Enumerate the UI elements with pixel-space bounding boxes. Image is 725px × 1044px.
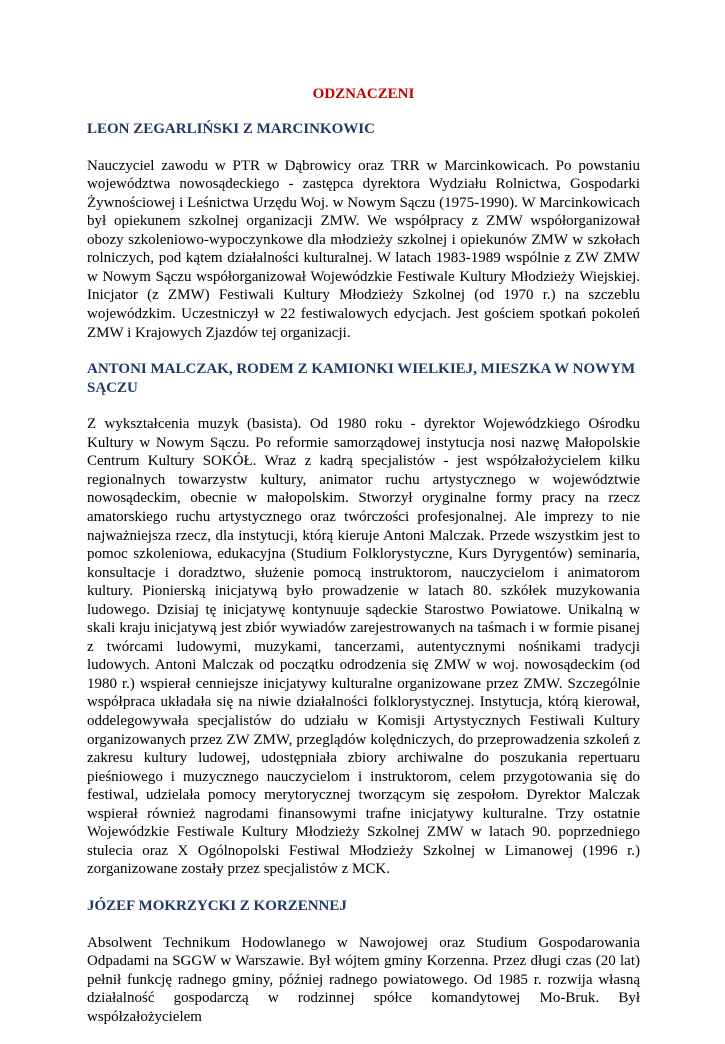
- person-section-zegarlinski: [87, 120, 640, 342]
- person-section-malczak: [87, 360, 640, 879]
- person-section-mokrzycki: [87, 897, 640, 1026]
- person-heading: JÓZEF MOKRZYCKI Z KORZENNEJ: [87, 897, 347, 914]
- person-bio: Z wykształcenia muzyk (basista). Od 1980 roku - dyrektor Wojewódzkiego Ośrodku Kultury w Nowym Sączu. Po reformie samorządowej instytucja nosi nazwę Małopolskie Centrum Kultury SOKÓŁ. Wraz z kadrą specjalistów - jest współzałożycielem kilku regionalnych towarzystw kultury, animator ruchu artystycznego w województwie nowosądeckim, obecnie w małopolskim. Stworzył oryginalne formy pracy na rzecz amatorskiego ruchu artystycznego oraz twórczości profesjonalnej. Ale imprezy to nie najważniejsza rzecz, dla instytucji, którą kieruje Antoni Malczak. Przede wszystkim jest to pomoc szkoleniowa, edukacyjna (Studium Folklorystyczne, Kurs Dyrygentów) seminaria, konsultacje i doradztwo, służenie pomocą instruktorom, nauczycielom i animatorom kultury. Pionierską inicjatywą było prowadzenie w latach 80. szkółek muzykowania ludowego. Dzisiaj tę inicjatywę kontynuuje sądeckie Starostwo Powiatowe. Unikalną w skali kraju inicjatywą jest zbiór wywiadów zarejestrowanych na taśmach i w formie pisanej z twórcami ludowymi, muzykami, tancerzami, autentycznymi nośnikami tradycji ludowych. Antoni Malczak od początku odrodzenia się ZMW w woj. nowosądeckim (od 1980 r.) wspierał cenniejsze inicjatywy kulturalne organizowane przez ZMW. Szczególnie współpraca układała się na niwie działalności folklorystycznej. Instytucja, którą kierował, oddelegowywała specjalistów do udziału w Komisji Artystycznych Festiwali Kultury organizowanych przez ZW ZMW, przeglądów kolędniczych, do przeprowadzenia szkoleń z zakresu kultury ludowej, udostępniała zbiory archiwalne do poszukania repertuaru pieśniowego i muzycznego nauczycielom i instruktorom, celem przygotowania się do festiwal, udzielała pomocy merytorycznej tworzącym się zespołom. Dyrektor Malczak wspierał również nagrodami finansowymi trafne inicjatywy kulturalne. Trzy ostatnie Wojewódzkie Festiwale Kultury Młodzieży Szkolnej ZMW w latach 90. poprzedniego stulecia oraz X Ogólnopolski Festiwal Młodzieży Szkolnej w Limanowej (1996 r.) zorganizowane zostały przez specjalistów z MCK.: [87, 416, 640, 878]
- person-heading: ANTONI MALCZAK, RODEM Z KAMIONKI WIELKIEJ, MIESZKA W NOWYM SĄCZU: [87, 361, 636, 396]
- person-bio: Absolwent Technikum Hodowlanego w Nawojowej oraz Studium Gospodarowania Odpadami na SGGW w Warszawie. Był wójtem gminy Korzenna. Przez długi czas (20 lat) pełnił funkcję radnego gminy, później radnego powiatowego. Od 1985 r. rozwija własną działalność gospodarczą w rodzinnej spółce komandytowej Mo-Bruk. Był współzałożycielem: [87, 934, 640, 1025]
- person-heading: LEON ZEGARLIŃSKI Z MARCINKOWIC: [87, 121, 375, 137]
- document-title: ODZNACZENI: [312, 86, 415, 102]
- person-bio: Nauczyciel zawodu w PTR w Dąbrowicy oraz TRR w Marcinkowicach. Po powstaniu województwa nowosądeckiego - zastępca dyrektora Wydziału Rolnictwa, Gospodarki Żywnościowej i Leśnictwa Urzędu Woj. w Nowym Sączu (1975-1990). W Marcinkowicach był opiekunem szkolnej organizacji ZMW. We współpracy z ZMW współorganizował obozy szkoleniowo-wypoczynkowe dla młodzieży szkolnej i opiekunów ZMW w szkołach rolniczych, pod kątem działalności kulturalnej. W latach 1983-1989 wspólnie z ZW ZMW w Nowym Sączu współorganizował Wojewódzkie Festiwale Kultury Młodzieży Wiejskiej. Inicjator (z ZMW) Festiwali Kultury Młodzieży Szkolnej (od 1970 r.) na szczeblu wojewódzkim. Uczestniczył w 22 festiwalowych edycjach. Jest gościem spotkań pokoleń ZMW i Krajowych Zjazdów tej organizacji.: [87, 157, 640, 341]
- document-page: [87, 84, 640, 1044]
